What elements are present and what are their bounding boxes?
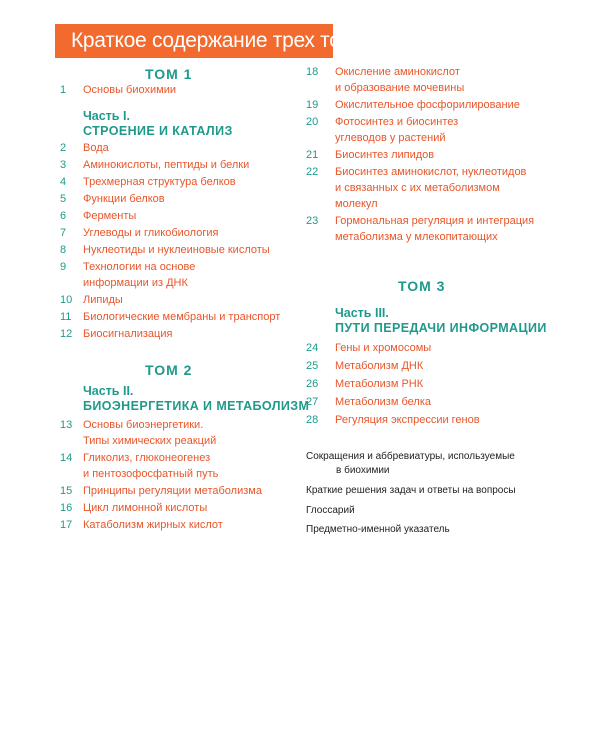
chapter-title-line: углеводов у растений — [335, 132, 446, 144]
chapter-link[interactable] — [83, 208, 136, 224]
part-label: Часть I. — [83, 109, 130, 123]
chapter-title-line: Гормональная регуляция и интеграция — [335, 215, 535, 227]
chapter-link[interactable] — [335, 64, 464, 96]
chapter-number: 19 — [306, 99, 319, 111]
chapter-title-line: Биосинтез аминокислот, нуклеотидов — [335, 166, 527, 178]
chapter-title-line: Принципы регуляции метаболизма — [83, 485, 262, 497]
chapter-title-line: и связанных с их метаболизмом — [335, 182, 500, 194]
chapter-title-line: Функции белков — [83, 193, 165, 205]
index-link[interactable]: Предметно-именной указатель — [306, 524, 450, 535]
part-name: ПУТИ ПЕРЕДАЧИ ИНФОРМАЦИИ — [335, 321, 547, 335]
page-title: Краткое содержание трех томов — [55, 24, 333, 58]
chapter-link[interactable] — [335, 394, 431, 410]
chapter-title-line: Гены и хромосомы — [335, 342, 432, 354]
chapter-number: 4 — [60, 176, 67, 188]
chapter-title-line: Технологии на основе — [83, 261, 196, 273]
abbreviations-link[interactable] — [306, 450, 515, 478]
chapter-number: 11 — [60, 311, 72, 323]
chapter-title-line: Метаболизм ДНК — [335, 360, 424, 372]
volume-2-title: ТОМ 2 — [145, 362, 193, 378]
chapter-number: 25 — [306, 360, 319, 372]
chapter-title-line: информации из ДНК — [83, 277, 188, 289]
chapter-link[interactable] — [335, 97, 520, 113]
chapter-link[interactable] — [83, 326, 172, 342]
chapter-link[interactable] — [83, 500, 207, 516]
chapter-link[interactable] — [335, 147, 434, 163]
chapter-number: 27 — [306, 396, 319, 408]
chapter-title-line: Трехмерная структура белков — [83, 176, 236, 188]
chapter-link[interactable] — [83, 174, 236, 190]
chapter-title-line: Метаболизм РНК — [335, 378, 424, 390]
chapter-title-line: Аминокислоты, пептиды и белки — [83, 159, 250, 171]
glossary-link[interactable]: Глоссарий — [306, 505, 355, 516]
chapter-link[interactable] — [83, 259, 195, 291]
chapter-title-line: метаболизма у млекопитающих — [335, 231, 498, 243]
chapter-number: 13 — [60, 419, 73, 431]
chapter-number: 7 — [60, 227, 67, 239]
chapter-title-line: Биосигнализация — [83, 328, 173, 340]
chapter-link[interactable] — [83, 157, 249, 173]
volume-1-title: ТОМ 1 — [145, 66, 193, 82]
chapter-title-line: Фотосинтез и биосинтез — [335, 116, 459, 128]
chapter-number: 3 — [60, 159, 67, 171]
volume-3-title: ТОМ 3 — [398, 278, 446, 294]
abbreviations-line-1: Сокращения и аббревиатуры, используемые — [306, 451, 515, 462]
part-name: БИОЭНЕРГЕТИКА И МЕТАБОЛИЗМ — [83, 399, 310, 413]
chapter-number: 8 — [60, 244, 67, 256]
chapter-link[interactable] — [335, 412, 480, 428]
chapter-title-line: Катаболизм жирных кислот — [83, 519, 223, 531]
chapter-title-line: Биосинтез липидов — [335, 149, 435, 161]
chapter-title-line: Липиды — [83, 294, 123, 306]
part-label: Часть III. — [335, 306, 389, 320]
chapter-link[interactable] — [335, 213, 534, 245]
chapter-number: 21 — [306, 149, 319, 161]
chapter-title-line: Углеводы и гликобиология — [83, 227, 219, 239]
chapter-title-line: Основы биоэнергетики. — [83, 419, 204, 431]
part-2-heading — [83, 384, 309, 414]
chapter-title-line: молекул — [335, 198, 378, 210]
chapter-link[interactable] — [83, 225, 218, 241]
chapter-title-line: и пентозофосфатный путь — [83, 468, 219, 480]
part-3-heading — [335, 306, 547, 336]
part-label: Часть II. — [83, 384, 134, 398]
chapter-number: 26 — [306, 378, 319, 390]
chapter-link[interactable] — [83, 450, 218, 482]
chapter-number: 17 — [60, 519, 73, 531]
chapter-title-line: Нуклеотиды и нуклеиновые кислоты — [83, 244, 270, 256]
chapter-title-line: Биологические мембраны и транспорт — [83, 311, 281, 323]
chapter-number: 6 — [60, 210, 67, 222]
chapter-title-line: Окисление аминокислот — [335, 66, 460, 78]
chapter-link[interactable] — [83, 140, 109, 156]
abbreviations-line-2: в биохимии — [336, 465, 390, 476]
chapter-number: 2 — [60, 142, 67, 154]
chapter-title-line: Ферменты — [83, 210, 137, 222]
chapter-link[interactable] — [83, 309, 280, 325]
chapter-title-line: Метаболизм белка — [335, 396, 431, 408]
part-1-heading — [83, 109, 233, 139]
chapter-number: 16 — [60, 502, 73, 514]
chapter-number: 12 — [60, 328, 73, 340]
chapter-link[interactable] — [335, 164, 526, 212]
chapter-number: 1 — [60, 84, 67, 96]
chapter-title-line: Гликолиз, глюконеогенез — [83, 452, 211, 464]
chapter-number: 20 — [306, 116, 319, 128]
chapter-number: 28 — [306, 414, 319, 426]
chapter-title-line: и образование мочевины — [335, 82, 465, 94]
chapter-title-line: Вода — [83, 142, 109, 154]
chapter-number: 15 — [60, 485, 73, 497]
chapter-number: 18 — [306, 66, 319, 78]
chapter-link[interactable]: Основы биохимии — [83, 84, 176, 96]
chapter-link[interactable] — [83, 483, 262, 499]
chapter-number: 9 — [60, 261, 67, 273]
chapter-number: 14 — [60, 452, 73, 464]
chapter-number: 24 — [306, 342, 319, 354]
chapter-number: 22 — [306, 166, 319, 178]
chapter-link[interactable] — [335, 114, 458, 146]
answers-link[interactable]: Краткие решения задач и ответы на вопросы — [306, 485, 516, 496]
chapter-number: 5 — [60, 193, 67, 205]
chapter-title-line: Цикл лимонной кислоты — [83, 502, 208, 514]
chapter-link[interactable] — [83, 517, 223, 533]
chapter-link[interactable] — [83, 292, 123, 308]
chapter-link[interactable] — [83, 242, 270, 258]
chapter-link[interactable] — [335, 340, 431, 356]
chapter-link[interactable] — [83, 417, 216, 449]
chapter-link[interactable] — [335, 376, 423, 392]
chapter-title-line: Типы химических реакций — [83, 435, 217, 447]
chapter-number: 23 — [306, 215, 319, 227]
part-name: СТРОЕНИЕ И КАТАЛИЗ — [83, 124, 233, 138]
chapter-number: 10 — [60, 294, 73, 306]
chapter-title-line: Регуляция экспрессии генов — [335, 414, 480, 426]
chapter-link[interactable] — [335, 358, 423, 374]
chapter-title-line: Окислительное фосфорилирование — [335, 99, 520, 111]
chapter-link[interactable] — [83, 191, 165, 207]
